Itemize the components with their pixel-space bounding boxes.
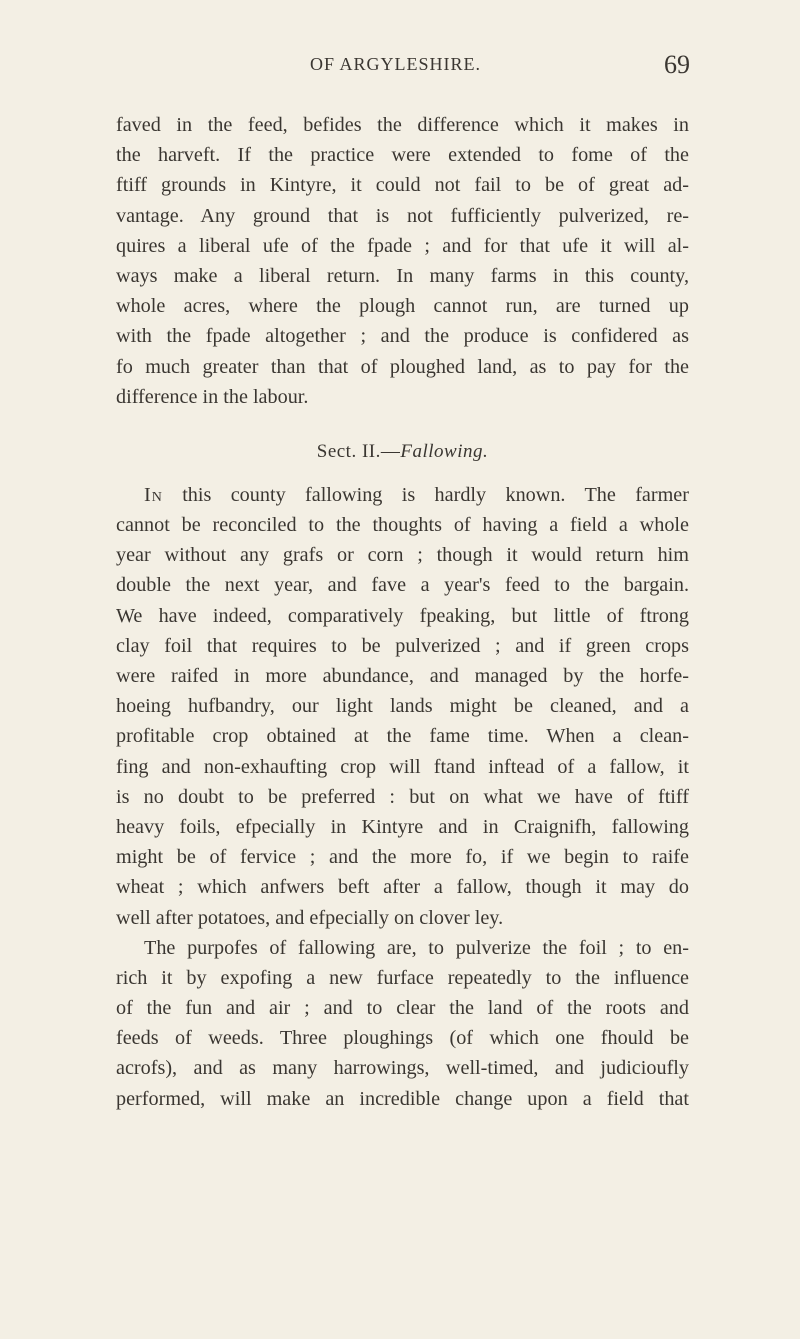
section-label: Sect. II.— [316, 440, 401, 462]
text-line: the harveft. If the practice were extended to fome of the [116, 144, 689, 167]
body-text [116, 110, 689, 1114]
text-line: difference in the labour. [116, 385, 309, 408]
text-line: with the fpade altogether ; and the produce is confidered as [116, 325, 689, 348]
text-line: wheat ; which anfwers beft after a fallow, though it may do [116, 876, 689, 899]
text-line: faved in the feed, befides the difference which it makes in [116, 114, 689, 136]
text-line: ways make a liberal return. In many farms in this county, [116, 264, 689, 287]
text-line: fing and non-exhaufting crop will ftand inftead of a fallow, it [116, 755, 689, 778]
text-line: fo much greater than that of ploughed land, as to pay for the [116, 355, 689, 378]
page-header [0, 50, 800, 90]
text-line: rich it by expofing a new furface repeatedly to the influence [116, 966, 689, 989]
paragraph-1 [116, 110, 689, 412]
text-line: performed, will make an incredible change upon a field that [116, 1087, 689, 1110]
text-line: profitable crop obtained at the fame time. When a clean- [116, 725, 689, 748]
text-line: of the fun and air ; and to clear the land of the roots and [116, 997, 689, 1020]
drop-cap: In [144, 483, 163, 506]
text-line: clay foil that requires to be pulverized ; and if green crops [116, 634, 689, 657]
section-heading [116, 432, 689, 472]
text-line: We have indeed, comparatively fpeaking, but little of ftrong [116, 604, 689, 627]
text-line: hoeing hufbandry, our light lands might be cleaned, and a [116, 695, 689, 718]
section-title: Fallowing. [400, 440, 489, 462]
paragraph-2 [116, 480, 689, 933]
text-line: heavy foils, efpecially in Kintyre and in Craignifh, fallowing [116, 815, 689, 838]
text-line: The purpofes of fallowing are, to pulverize the foil ; to en- [144, 936, 689, 959]
page-number: 69 [664, 50, 690, 79]
text-line: feeds of weeds. Three ploughings (of which one fhould be [116, 1027, 689, 1050]
text-line: whole acres, where the plough cannot run, are turned up [116, 295, 689, 318]
text-line: year without any grafs or corn ; though it would return him [116, 544, 689, 567]
text-line [116, 480, 689, 510]
text-line: ftiff grounds in Kintyre, it could not fail to be of great ad- [116, 174, 689, 197]
text-line: might be of fervice ; and the more fo, if we begin to raife [116, 846, 689, 869]
first-line-text: this county fallowing is hardly known. The farmer [162, 483, 689, 506]
paragraph-3 [116, 933, 689, 1114]
running-head: OF ARGYLESHIRE. [310, 54, 482, 74]
text-line: well after potatoes, and efpecially on clover ley. [116, 906, 504, 929]
text-line: quires a liberal ufe of the fpade ; and for that ufe it will al- [116, 234, 689, 257]
text-line: double the next year, and fave a year's feed to the bargain. [116, 574, 689, 597]
text-line: vantage. Any ground that is not fufficiently pulverized, re- [116, 204, 689, 227]
text-line: were raifed in more abundance, and managed by the horfe- [116, 665, 689, 687]
text-line: is no doubt to be preferred : but on what we have of ftiff [116, 785, 689, 808]
text-line: cannot be reconciled to the thoughts of having a field a whole [116, 514, 689, 537]
text-line: acrofs), and as many harrowings, well-timed, and judicioufly [116, 1057, 689, 1080]
